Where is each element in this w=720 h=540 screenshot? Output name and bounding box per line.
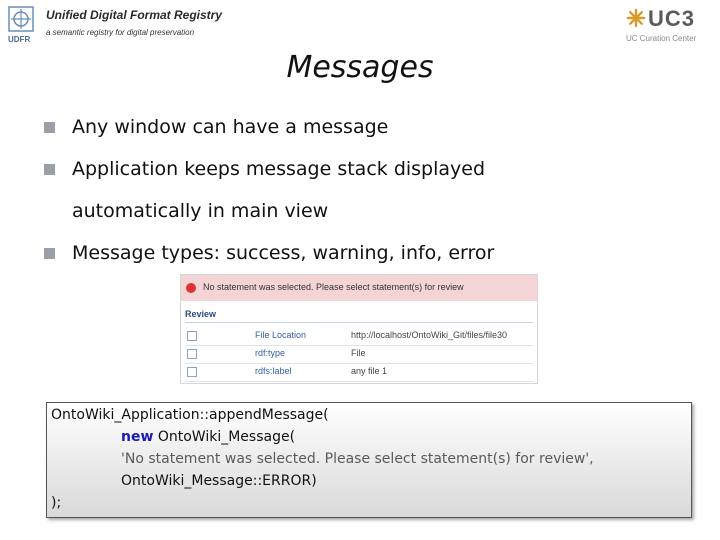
bullet-item (44, 238, 704, 268)
bullet-square-icon (44, 122, 55, 133)
property-value: any file 1 (351, 366, 388, 376)
slide-title: Messages (286, 50, 434, 85)
review-heading: Review (185, 309, 217, 319)
code-line: 'No statement was selected. Please select statement(s) for review', (121, 451, 594, 467)
error-icon (186, 283, 196, 293)
code-keyword: new (121, 429, 154, 445)
code-text: OntoWiki_Message( (153, 429, 296, 445)
code-line: OntoWiki_Message::ERROR) (121, 473, 317, 489)
bullet-text-continuation: automatically in main view (72, 200, 329, 222)
uc3-text: UC3 (648, 6, 696, 31)
property-value: File (351, 348, 366, 358)
sunburst-icon (626, 8, 646, 28)
bullet-square-icon (44, 164, 55, 175)
bullet-item (44, 154, 704, 226)
property-link[interactable]: rdfs:label (255, 366, 292, 376)
row-checkbox[interactable] (187, 367, 197, 377)
udfr-title: Unified Digital Format Registry (46, 8, 223, 22)
uc3-subtitle: UC Curation Center (626, 34, 697, 43)
table-row (185, 345, 533, 364)
code-box (46, 402, 692, 518)
bullet-square-icon (44, 248, 55, 259)
error-message-text: No statement was selected. Please select statement(s) for review (203, 282, 464, 292)
udfr-subtitle: a semantic registry for digital preservation (46, 28, 195, 37)
udfr-logo (8, 6, 40, 44)
uc3-logo (626, 6, 710, 48)
property-link[interactable]: File Location (255, 330, 307, 340)
bullet-text: Message types: success, warning, info, error (72, 242, 495, 264)
property-value: http://localhost/OntoWiki_Git/files/file30 (351, 330, 508, 340)
row-checkbox[interactable] (187, 349, 197, 359)
divider (185, 322, 533, 323)
code-line (121, 429, 295, 445)
bullet-text: Any window can have a message (72, 116, 389, 138)
code-line: ); (51, 495, 62, 511)
code-line: OntoWiki_Application::appendMessage( (51, 407, 329, 423)
message-screenshot (180, 274, 538, 384)
error-message-bar (181, 275, 537, 301)
bullet-list (44, 112, 704, 280)
udfr-logo-text: UDFR (8, 35, 31, 44)
table-row (185, 363, 533, 382)
bullet-item (44, 112, 704, 142)
table-row (185, 327, 533, 346)
bullet-text: Application keeps message stack displayed (72, 158, 486, 180)
property-link[interactable]: rdf:type (255, 348, 286, 358)
row-checkbox[interactable] (187, 331, 197, 341)
